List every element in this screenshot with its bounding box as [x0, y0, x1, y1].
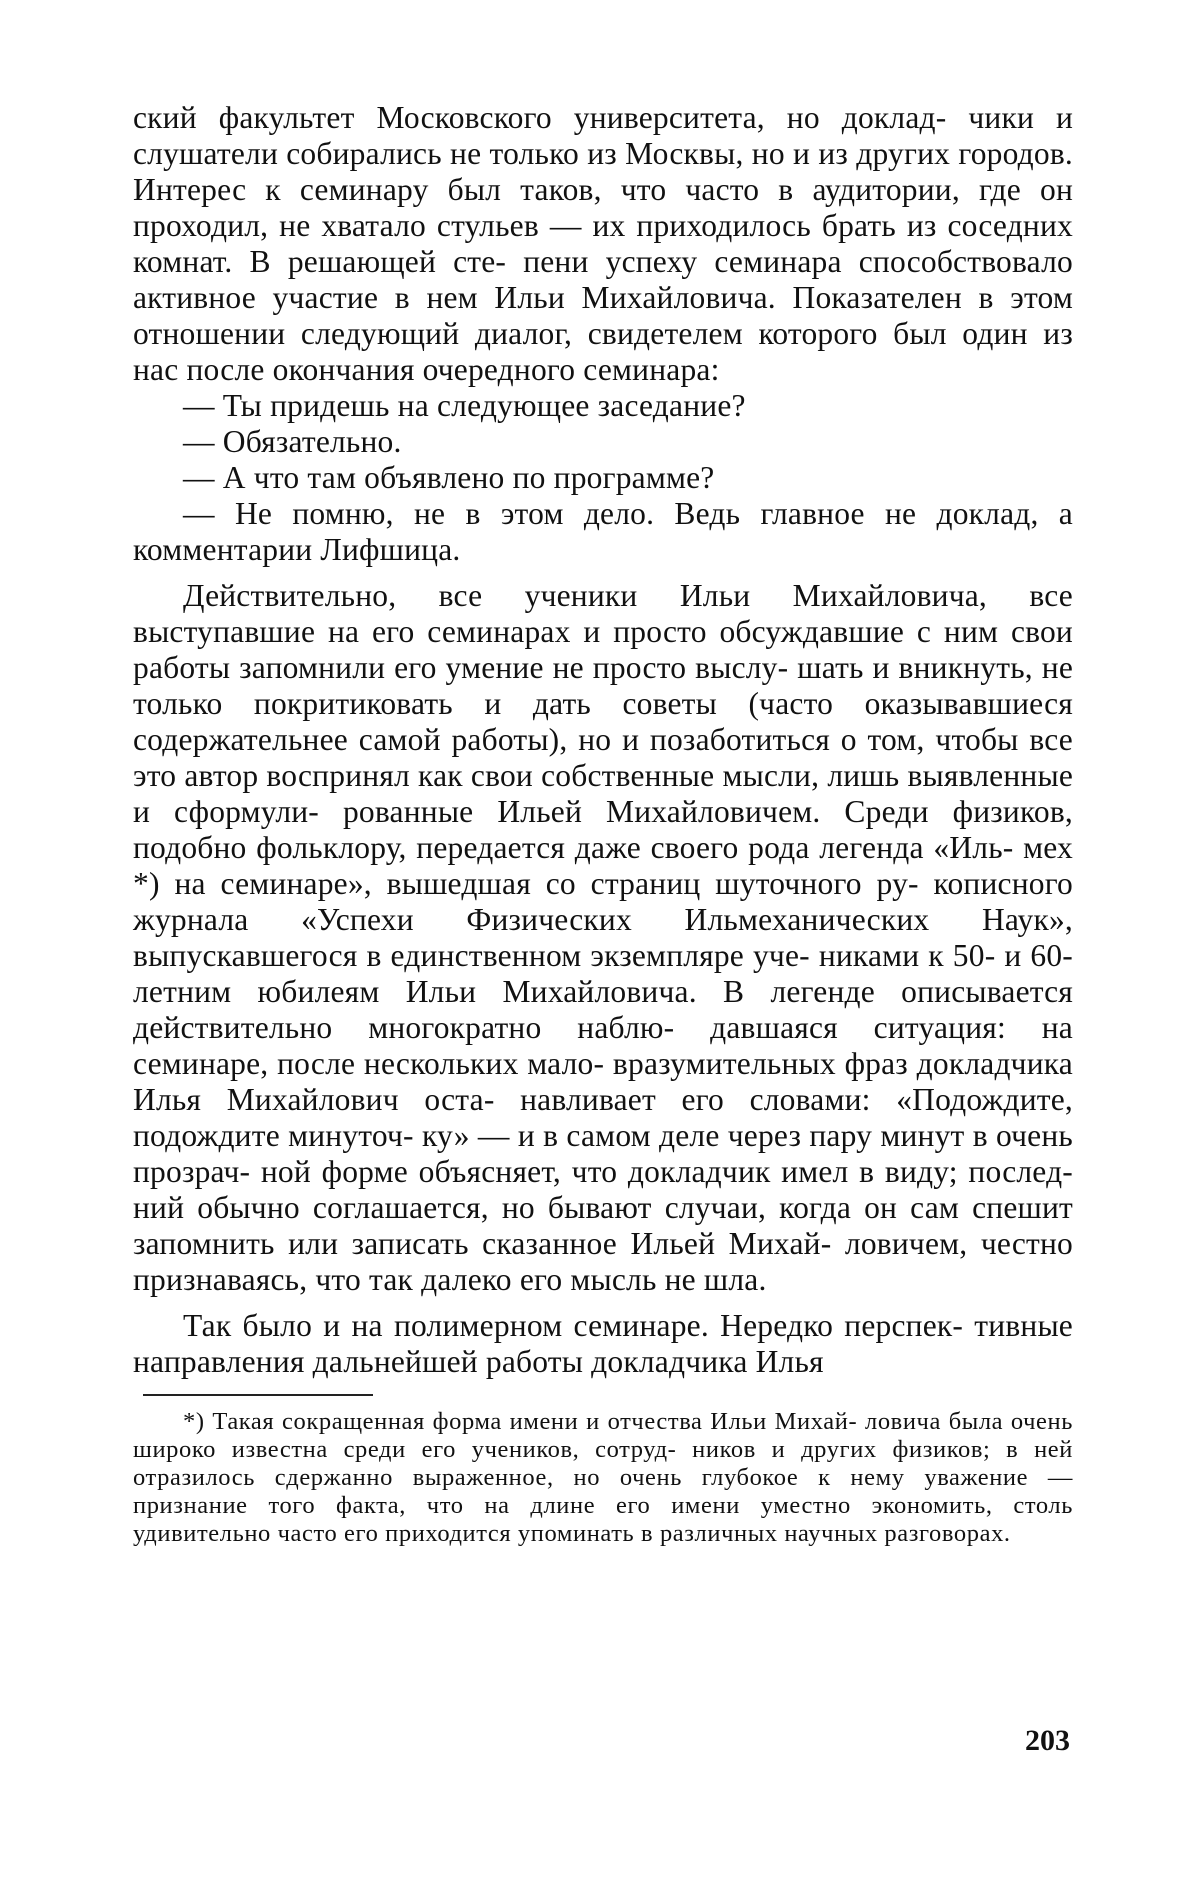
dialogue-line-2: — Обязательно.	[133, 424, 1073, 460]
dialogue-line-4: — Не помню, не в этом дело. Ведь главное не доклад, а комментарии Лифшица.	[133, 496, 1073, 568]
dialogue-line-1: — Ты придешь на следующее заседание?	[133, 388, 1073, 424]
page-number: 203	[1025, 1724, 1070, 1758]
footnote-divider	[143, 1394, 373, 1396]
body-text	[133, 100, 1073, 1380]
footnote: *) Такая сокращенная форма имени и отчества Ильи Михай- ловича была очень широко известна среди его учеников, сотруд- ников и других физиков; в ней отразилось сдержанно выраженное, но очень глубокое к нему уважение — признание того факта, что на длине его имени уместно экономить, столь удивительно часто его приходится упоминать в различных научных разговорах.	[133, 1408, 1073, 1548]
dialogue-line-3: — А что там объявлено по программе?	[133, 460, 1073, 496]
paragraph-continuation: ский факультет Московского университета, но доклад- чики и слушатели собирались не только из Москвы, но и из других городов. Интерес к семинару был таков, что часто в аудитории, где он проходил, не хватало стульев — их приходилось брать из соседних комнат. В решающей сте- пени успеху семинара способствовало активное участие в нем Ильи Михайловича. Показателен в этом отношении следующий диалог, свидетелем которого был один из нас после окончания очередного семинара:	[133, 100, 1073, 388]
paragraph-legend: Действительно, все ученики Ильи Михайловича, все выступавшие на его семинарах и просто обсуждавшие с ним свои работы запомнили его умение не просто выслу- шать и вникнуть, не только покритиковать и дать советы (часто оказывавшиеся содержательнее самой работы), но и позаботиться о том, чтобы все это автор воспринял как свои собственные мысли, лишь выявленные и сформули- рованные Ильей Михайловичем. Среди физиков, подобно фольклору, передается даже своего рода легенда «Иль- мех *) на семинаре», вышедшая со страниц шуточного ру- кописного журнала «Успехи Физических Ильмеханических Наук», выпускавшегося в единственном экземпляре уче- никами к 50- и 60-летним юбилеям Ильи Михайловича. В легенде описывается действительно многократно наблю- давшаяся ситуация: на семинаре, после нескольких мало- вразумительных фраз докладчика Илья Михайлович оста- навливает его словами: «Подождите, подождите минуточ- ку» — и в самом деле через пару минут в очень прозрач- ной форме объясняет, что докладчик имел в виду; послед- ний обычно соглашается, но бывают случаи, когда он сам спешит запомнить или записать сказанное Ильей Михай- ловичем, честно признаваясь, что так далеко его мысль не шла.	[133, 578, 1073, 1298]
book-page	[133, 100, 1073, 1573]
paragraph-polymer-seminar: Так было и на полимерном семинаре. Нередко перспек- тивные направления дальнейшей работы докладчика Илья	[133, 1308, 1073, 1380]
